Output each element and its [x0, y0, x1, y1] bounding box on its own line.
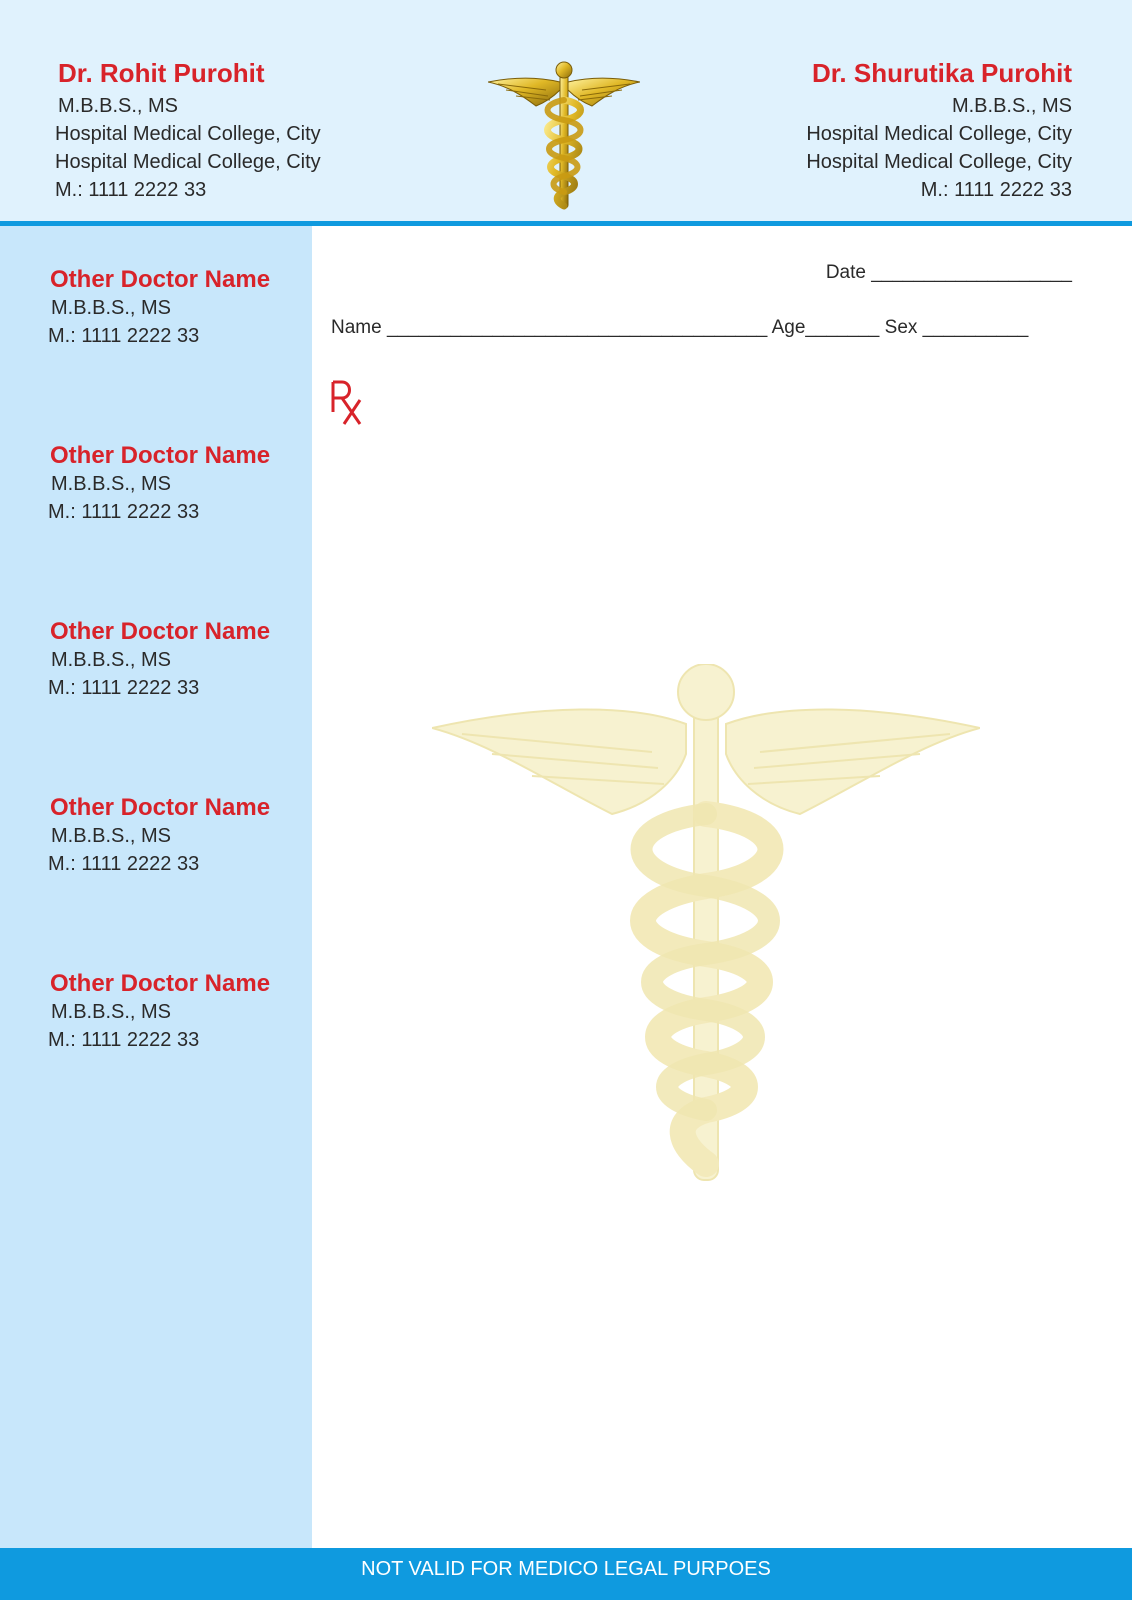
secondary-doctor-degree: M.B.B.S., MS [951, 95, 1072, 117]
other-doctor-degree: M.B.B.S., MS [51, 473, 172, 495]
footer-disclaimer: NOT VALID FOR MEDICO LEGAL PURPOES [0, 1548, 1132, 1600]
secondary-doctor-name: Dr. Shurutika Purohit [811, 58, 1072, 88]
other-doctor-name: Other Doctor Name [50, 794, 271, 821]
caduceus-watermark-icon [432, 664, 980, 1184]
primary-doctor-address-1: Hospital Medical College, City [55, 123, 321, 145]
other-doctor-mobile: M.: 1111 2222 33 [48, 501, 200, 523]
other-doctor-mobile: M.: 1111 2222 33 [48, 677, 200, 699]
primary-doctor-address-2: Hospital Medical College, City [55, 151, 321, 173]
secondary-doctor-address-1: Hospital Medical College, City [806, 123, 1072, 145]
other-doctor-entry [48, 442, 308, 526]
secondary-doctor-mobile: M.: 1111 2222 33 [920, 179, 1072, 201]
caduceus-icon [488, 60, 640, 210]
primary-doctor-block [55, 58, 321, 204]
other-doctor-mobile: M.: 1111 2222 33 [48, 1029, 200, 1051]
other-doctor-entry [48, 618, 308, 702]
primary-doctor-name: Dr. Rohit Purohit [58, 58, 265, 88]
patient-details-field[interactable]: Name ____________________________________ Age_______ Sex __________ [331, 317, 1029, 338]
other-doctor-name: Other Doctor Name [50, 266, 271, 293]
primary-doctor-degree: M.B.B.S., MS [58, 95, 179, 117]
secondary-doctor-block [806, 58, 1072, 204]
other-doctor-mobile: M.: 1111 2222 33 [48, 325, 200, 347]
other-doctor-degree: M.B.B.S., MS [51, 649, 172, 671]
other-doctor-name: Other Doctor Name [50, 970, 271, 997]
other-doctor-degree: M.B.B.S., MS [51, 1001, 172, 1023]
other-doctor-mobile: M.: 1111 2222 33 [48, 853, 200, 875]
other-doctor-entry [48, 266, 308, 350]
other-doctor-entry [48, 970, 308, 1054]
rx-symbol-icon [330, 378, 364, 426]
secondary-doctor-address-2: Hospital Medical College, City [806, 151, 1072, 173]
other-doctor-name: Other Doctor Name [50, 442, 271, 469]
other-doctor-name: Other Doctor Name [50, 618, 271, 645]
other-doctor-degree: M.B.B.S., MS [51, 297, 172, 319]
date-field[interactable]: Date ___________________ [825, 262, 1072, 283]
other-doctors-sidebar [0, 226, 312, 1548]
primary-doctor-mobile: M.: 1111 2222 33 [55, 179, 207, 201]
other-doctor-degree: M.B.B.S., MS [51, 825, 172, 847]
other-doctor-entry [48, 794, 308, 878]
